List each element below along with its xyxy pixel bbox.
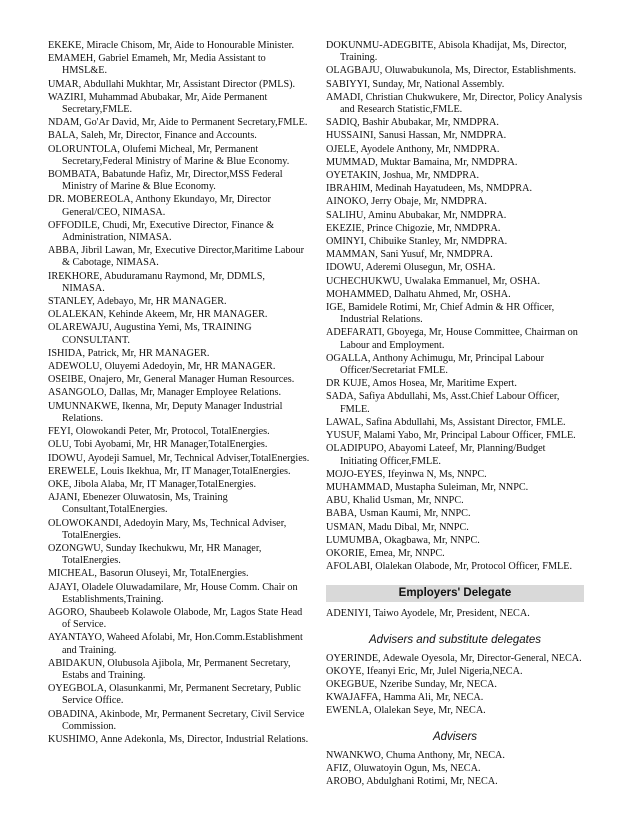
list-item: OLORUNTOLA, Olufemi Micheal, Mr, Permanent Secretary,Federal Ministry of Marine & Blue Economy.: [48, 143, 290, 167]
advisers-list: [326, 750, 584, 789]
list-item: OLOWOKANDI, Adedoyin Mary, Ms, Technical Adviser, TotalEnergies.: [48, 517, 287, 541]
list-item: KUSHIMO, Anne Adekonla, Ms, Director, Industrial Relations.: [48, 733, 309, 745]
list-item: MAMMAN, Sani Yusuf, Mr, NMDPRA.: [326, 249, 493, 261]
list-item: IBRAHIM, Medinah Hayatudeen, Ms, NMDPRA.: [326, 183, 532, 195]
list-item: OKE, Jibola Alaba, Mr, IT Manager,TotalEnergies.: [48, 478, 257, 490]
list-item: SABIYYI, Sunday, Mr, National Assembly.: [326, 78, 505, 90]
list-item: DR KUJE, Amos Hosea, Mr, Maritime Expert.: [326, 378, 517, 390]
list-item: DOKUNMU-ADEGBITE, Abisola Khadijat, Ms, Director, Training.: [326, 40, 567, 64]
list-item: UMAR, Abdullahi Mukhtar, Mr, Assistant Director (PMLS).: [48, 78, 296, 90]
list-item: OFFODILE, Chudi, Mr, Executive Director, Finance & Administration, NIMASA.: [48, 219, 275, 244]
list-item: AJAYI, Oladele Oluwadamilare, Mr, House Comm. Chair on Establishments,Training.: [48, 581, 298, 605]
list-item: WAZIRI, Muhammad Abubakar, Mr, Aide Permanent Secretary,FMLE.: [48, 91, 268, 116]
list-item: AJANI, Ebenezer Oluwatosin, Ms, Training Consultant,TotalEnergies.: [48, 492, 228, 516]
list-item: ABIDAKUN, Olubusola Ajibola, Mr, Permanent Secretary, Estabs and Training.: [48, 657, 291, 681]
list-item: SADA, Safiya Abdullahi, Ms, Asst.Chief Labour Officer, FMLE.: [326, 391, 560, 415]
list-item: YUSUF, Malami Yabo, Mr, Principal Labour Officer, FMLE.: [326, 430, 576, 442]
list-item: MICHEAL, Basorun Oluseyi, Mr, TotalEnergies.: [48, 568, 249, 580]
advisers-heading: Advisers: [432, 730, 478, 743]
list-item: LAWAL, Safina Abdullahi, Ms, Assistant Director, FMLE.: [326, 416, 566, 428]
list-item: OYEGBOLA, Olasunkanmi, Mr, Permanent Secretary, Public Service Office.: [48, 683, 301, 707]
list-item: EKEZIE, Prince Chigozie, Mr, NMDPRA.: [326, 222, 501, 234]
list-item: LUMUMBA, Okagbawa, Mr, NNPC.: [326, 534, 480, 546]
advisers-substitute-heading: Advisers and substitute delegates: [369, 633, 541, 646]
list-item: AROBO, Abdulghani Rotimi, Mr, NECA.: [326, 775, 498, 787]
list-item: MUHAMMAD, Mustapha Suleiman, Mr, NNPC.: [326, 481, 529, 493]
list-item: AYANTAYO, Waheed Afolabi, Mr, Hon.Comm.Establishment and Training.: [48, 632, 303, 656]
list-item: AINOKO, Jerry Obaje, Mr, NMDPRA.: [326, 196, 487, 208]
list-item: BABA, Usman Kaumi, Mr, NNPC.: [326, 508, 471, 520]
list-item: OLADIPUPO, Abayomi Lateef, Mr, Planning/Budget Initiating Officer,FMLE.: [326, 443, 546, 467]
list-item: AFIZ, Oluwatoyin Ogun, Ms, NECA.: [326, 762, 481, 774]
right-entries-list: [326, 40, 584, 573]
list-item: OLAREWAJU, Augustina Yemi, Ms, TRAINING CONSULTANT.: [48, 322, 252, 346]
list-item: OKEGBUE, Nzeribe Sunday, Mr, NECA.: [326, 678, 497, 690]
list-item: KWAJAFFA, Hamma Ali, Mr, NECA.: [326, 692, 484, 704]
list-item: AFOLABI, Olalekan Olabode, Mr, Protocol Officer, FMLE.: [326, 561, 572, 573]
list-item: OBADINA, Akinbode, Mr, Permanent Secretary, Civil Service Commission.: [48, 708, 305, 732]
list-item: NDAM, Go'Ar David, Mr, Aide to Permanent Secretary,FMLE.: [48, 117, 308, 129]
list-item: USMAN, Madu Dibal, Mr, NNPC.: [326, 521, 469, 533]
list-item: AMADI, Christian Chukwukere, Mr, Director, Policy Analysis and Research Statistic,FMLE.: [326, 91, 583, 116]
list-item: DR. MOBEREOLA, Anthony Ekundayo, Mr, Director General/CEO, NIMASA.: [48, 194, 271, 218]
list-item: IDOWU, Aderemi Olusegun, Mr, OSHA.: [326, 262, 496, 274]
list-item: OLU, Tobi Ayobami, Mr, HR Manager,TotalEnergies.: [48, 439, 268, 451]
list-item: EKEKE, Miracle Chisom, Mr, Aide to Honourable Minister.: [48, 40, 295, 51]
list-item: EREWELE, Louis Ikekhua, Mr, IT Manager,TotalEnergies.: [48, 465, 291, 477]
list-item: STANLEY, Adebayo, Mr, HR MANAGER.: [48, 296, 227, 308]
list-item: SALIHU, Aminu Abubakar, Mr, NMDPRA.: [326, 209, 507, 221]
list-item: OGALLA, Anthony Achimugu, Mr, Principal Labour Officer/Secretariat FMLE.: [326, 352, 545, 377]
list-item: OLALEKAN, Kehinde Akeem, Mr, HR MANAGER.: [48, 309, 268, 321]
list-item: OZONGWU, Sunday Ikechukwu, Mr, HR Manager, TotalEnergies.: [48, 542, 262, 567]
list-item: ABU, Khalid Usman, Mr, NNPC.: [326, 495, 464, 507]
list-item: HUSSAINI, Sanusi Hassan, Mr, NMDPRA.: [326, 130, 507, 142]
list-item: OMINYI, Chibuike Stanley, Mr, NMDPRA.: [326, 236, 508, 248]
list-item: ADENIYI, Taiwo Ayodele, Mr, President, NECA.: [326, 608, 530, 620]
list-item: OSEIBE, Onajero, Mr, General Manager Human Resources.: [48, 374, 295, 386]
list-item: ASANGOLO, Dallas, Mr, Manager Employee Relations.: [48, 387, 282, 399]
list-item: NWANKWO, Chuma Anthony, Mr, NECA.: [326, 749, 505, 761]
list-item: ABBA, Jibril Lawan, Mr, Executive Director,Maritime Labour & Cabotage, NIMASA.: [48, 245, 305, 269]
list-item: BOMBATA, Babatunde Hafiz, Mr, Director,MSS Federal Ministry of Marine & Blue Economy.: [48, 169, 283, 193]
list-item: BALA, Saleh, Mr, Director, Finance and Accounts.: [48, 130, 257, 142]
list-item: IDOWU, Ayodeji Samuel, Mr, Technical Adviser,TotalEnergies.: [48, 452, 310, 464]
list-item: OYETAKIN, Joshua, Mr, NMDPRA.: [326, 170, 480, 182]
right-column: [326, 40, 584, 789]
list-item: IGE, Bamidele Rotimi, Mr, Chief Admin & HR Officer, Industrial Relations.: [326, 302, 555, 326]
list-item: MOHAMMED, Dalhatu Ahmed, Mr, OSHA.: [326, 288, 511, 300]
list-item: IREKHORE, Abuduramanu Raymond, Mr, DDMLS, NIMASA.: [48, 270, 265, 294]
list-item: UMUNNAKWE, Ikenna, Mr, Deputy Manager Industrial Relations.: [48, 400, 283, 424]
list-item: EMAMEH, Gabriel Emameh, Mr, Media Assistant to HMSL&E.: [48, 53, 266, 77]
list-item: MOJO-EYES, Ifeyinwa N, Ms, NNPC.: [326, 468, 487, 480]
list-item: OJELE, Ayodele Anthony, Mr, NMDPRA.: [326, 143, 500, 155]
list-item: EWENLA, Olalekan Seye, Mr, NECA.: [326, 705, 486, 717]
list-item: AGORO, Shaubeeb Kolawole Olabode, Mr, Lagos State Head of Service.: [48, 606, 303, 631]
list-item: ADEWOLU, Oluyemi Adedoyin, Mr, HR MANAGER.: [48, 361, 276, 373]
list-item: OKORIE, Emea, Mr, NNPC.: [326, 547, 445, 559]
list-item: UCHECHUKWU, Uwalaka Emmanuel, Mr, OSHA.: [326, 275, 541, 287]
left-column: [48, 40, 310, 747]
list-item: OKOYE, Ifeanyi Eric, Mr, Julel Nigeria,NECA.: [326, 665, 523, 677]
list-item: FEYI, Olowokandi Peter, Mr, Protocol, TotalEnergies.: [48, 426, 270, 438]
list-item: ISHIDA, Patrick, Mr, HR MANAGER.: [48, 347, 210, 359]
list-item: OYERINDE, Adewale Oyesola, Mr, Director-General, NECA.: [326, 652, 582, 664]
list-item: ADEFARATI, Gboyega, Mr, House Committee, Chairman on Labour and Employment.: [326, 327, 578, 351]
list-item: MUMMAD, Muktar Bamaina, Mr, NMDPRA.: [326, 156, 518, 168]
list-item: SADIQ, Bashir Abubakar, Mr, NMDPRA.: [326, 117, 499, 129]
employers-delegate-heading: Employers' Delegate: [326, 585, 584, 602]
advisers-substitute-list: [326, 653, 584, 718]
list-item: OLAGBAJU, Oluwabukunola, Ms, Director, Establishments.: [326, 65, 577, 77]
employers-delegate-list: [326, 608, 584, 620]
